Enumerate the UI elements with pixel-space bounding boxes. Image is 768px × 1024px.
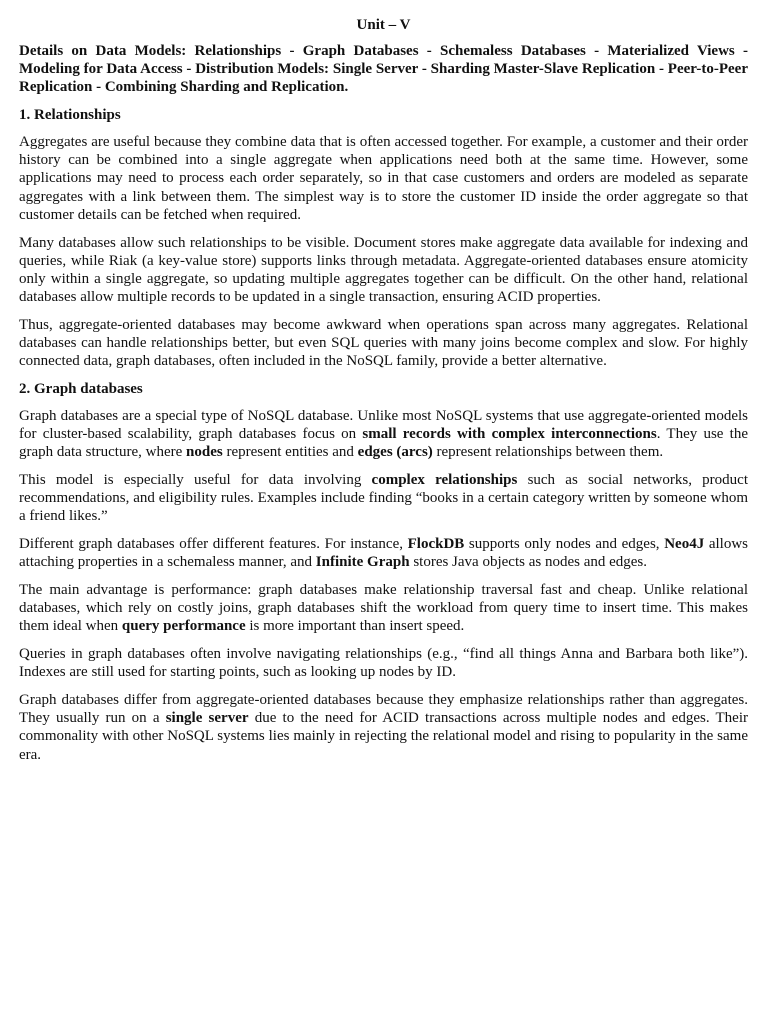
text-run: represent entities and: [222, 444, 358, 461]
bold-term: Neo4J: [664, 536, 705, 553]
text-run: stores Java objects as nodes and edges.: [409, 554, 647, 571]
paragraph: [19, 316, 748, 371]
bold-term: query performance: [121, 618, 246, 635]
bold-term: nodes: [186, 444, 223, 461]
section-2: [19, 380, 748, 764]
section-heading: 1. Relationships: [19, 107, 121, 123]
text-run: . They use the graph data structure, where: [19, 426, 748, 461]
paragraph: [19, 645, 748, 681]
unit-title: Unit – V: [356, 17, 411, 33]
text-run: Thus, aggregate-oriented databases may become awkward when operations span across many aggregates. Relational databases can handle relationships better, but even SQL queries with many joins become complex and slow. For highly connected data, graph databases, often included in the NoSQL family, provide a better alternative.: [19, 316, 748, 370]
text-run: The main advantage is performance: graph databases make relationship traversal fast and cheap. Unlike relational databases, which rely on costly joins, graph databases shift the workload from query time to insert time. This makes them ideal when: [19, 582, 748, 635]
text-run: such as social networks, product recommendations, and eligibility rules. Examples include finding “books in a certain category written by someone whom a friend likes.”: [19, 472, 748, 525]
text-run: Aggregates are useful because they combine data that is often accessed together. For example, a customer and their order history can be combined into a single aggregate when applications need both at the same time. However, some applications may need to process each order separately, so in that case customers and orders are modeled as separate aggregates with a link between them. The simplest way is to store the customer ID inside the order aggregate so that customer details can be fetched when required.: [19, 134, 748, 223]
section-heading: 2. Graph databases: [19, 380, 143, 397]
text-run: This model is especially useful for data involving: [19, 472, 372, 489]
paragraph: [19, 133, 748, 224]
text-run: allows attaching properties in a schemaless manner, and: [19, 536, 749, 571]
bold-term: small records with complex interconnections: [362, 426, 657, 443]
text-run: supports only nodes and edges,: [464, 536, 665, 553]
text-run: is more important than insert speed.: [245, 618, 465, 635]
sections-container: [19, 106, 748, 764]
bold-term: complex relationships: [371, 472, 518, 489]
section-1: [19, 106, 748, 370]
text-run: Many databases allow such relationships to be visible. Document stores make aggregate data available for indexing and queries, while Riak (a key-value store) supports links through metadata. Aggregate-oriented databases ensure atomicity only within a single aggregate, so updating multiple aggregates together can be difficult. On the other hand, relational databases allow multiple records to be updated in a single transaction, ensuring ACID properties.: [19, 234, 748, 306]
paragraph: [19, 691, 748, 764]
text-run: Queries in graph databases often involve navigating relationships (e.g., “find all things Anna and Barbara both like”). Indexes are still used for starting points, such as looking up nodes by ID.: [19, 646, 748, 681]
syllabus-summary: Details on Data Models: Relationships - Graph Databases - Schemaless Databases - Materialized Views - Modeling for Data Access - Distribution Models: Single Server - Sharding Master-Slave Replication - Peer-to-Peer Replication - Combining Sharding and Replication.: [19, 43, 748, 95]
bold-term: Infinite Graph: [315, 554, 410, 571]
paragraph: [19, 581, 748, 636]
text-run: Graph databases differ from aggregate-oriented databases because they emphasize relationships rather than aggregates. They usually run on a: [19, 692, 748, 727]
paragraph: [19, 535, 748, 571]
paragraph: [19, 471, 748, 526]
bold-term: FlockDB: [407, 536, 465, 553]
text-run: represent relationships between them.: [432, 444, 664, 461]
text-run: Graph databases are a special type of NoSQL database. Unlike most NoSQL systems that use aggregate-oriented models for cluster-based scalability, graph databases focus on: [19, 407, 748, 443]
text-run: due to the need for ACID transactions across multiple nodes and edges. Their commonality with other NoSQL systems lies mainly in rejecting the relational model and rising to popularity in the same era.: [19, 710, 749, 763]
bold-term: edges (arcs): [357, 444, 433, 461]
bold-term: single server: [165, 710, 249, 727]
paragraph: [19, 407, 748, 462]
text-run: Different graph databases offer different features. For instance,: [19, 536, 408, 553]
paragraph: [19, 234, 748, 307]
